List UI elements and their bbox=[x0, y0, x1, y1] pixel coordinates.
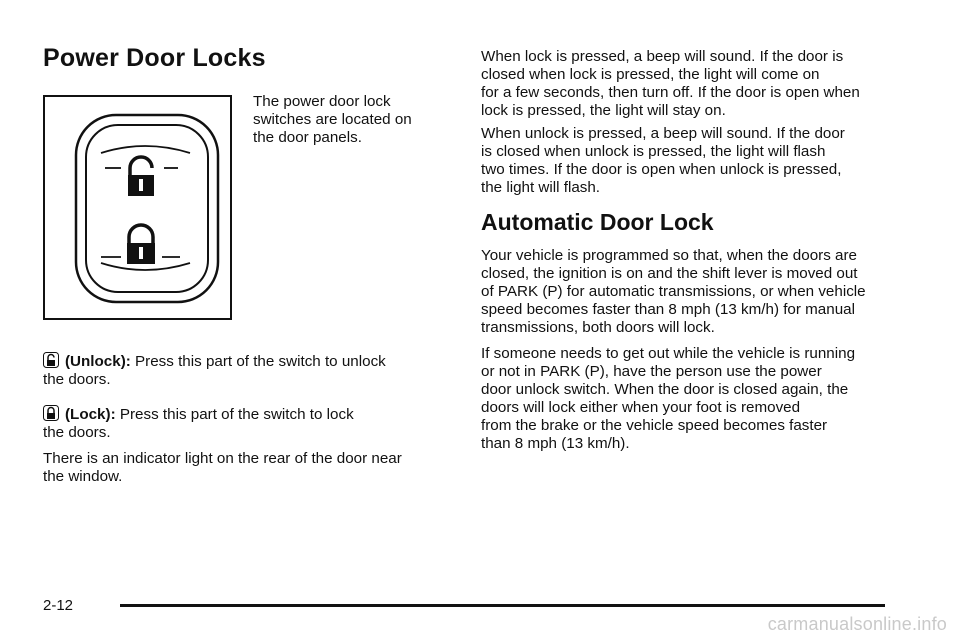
text-line: Your vehicle is programmed so that, when the doors are bbox=[481, 247, 857, 264]
text-line: When unlock is pressed, a beep will sound. If the door bbox=[481, 125, 845, 142]
text-line: for a few seconds, then turn off. If the door is open when bbox=[481, 84, 860, 101]
page-number: 2-12 bbox=[43, 597, 74, 614]
subsection-heading: Automatic Door Lock bbox=[481, 209, 714, 235]
unlock-beep-text bbox=[481, 125, 911, 197]
lock-text-cont: the doors. bbox=[43, 424, 111, 441]
text-line: or not in PARK (P), have the person use the power bbox=[481, 363, 822, 380]
indicator-line: the window. bbox=[43, 468, 123, 485]
lock-label: (Lock): bbox=[65, 406, 116, 423]
text-line: from the brake or the vehicle speed becomes faster bbox=[481, 417, 828, 434]
automatic-lock-text bbox=[481, 247, 911, 337]
text-line: When lock is pressed, a beep will sound. If the door is bbox=[481, 48, 844, 65]
unlock-description bbox=[43, 352, 443, 389]
text-line: the light will flash. bbox=[481, 179, 601, 196]
unlock-text-cont: the doors. bbox=[43, 371, 111, 388]
door-lock-switch-illustration bbox=[43, 95, 232, 320]
text-line: is closed when unlock is pressed, the light will flash bbox=[481, 143, 826, 160]
footer-rule bbox=[120, 604, 885, 607]
text-line: If someone needs to get out while the vehicle is running bbox=[481, 345, 856, 362]
text-line: door unlock switch. When the door is closed again, the bbox=[481, 381, 849, 398]
text-line: closed when lock is pressed, the light will come on bbox=[481, 66, 820, 83]
lock-icon bbox=[43, 405, 59, 421]
indicator-line: There is an indicator light on the rear of the door near bbox=[43, 450, 402, 467]
watermark: carmanualsonline.info bbox=[767, 614, 947, 634]
lock-description bbox=[43, 405, 443, 442]
lock-text: Press this part of the switch to lock bbox=[119, 406, 354, 423]
text-line: speed becomes faster than 8 mph (13 km/h) for manual bbox=[481, 301, 855, 318]
text-line: than 8 mph (13 km/h). bbox=[481, 435, 630, 452]
text-line: lock is pressed, the light will stay on. bbox=[481, 102, 726, 119]
unlock-label: (Unlock): bbox=[65, 353, 131, 370]
text-line: closed, the ignition is on and the shift lever is moved out bbox=[481, 265, 858, 282]
intro-line: The power door lock bbox=[253, 93, 391, 110]
intro-line: switches are located on bbox=[253, 111, 412, 128]
text-line: of PARK (P) for automatic transmissions, or when vehicle bbox=[481, 283, 866, 300]
text-line: transmissions, both doors will lock. bbox=[481, 319, 715, 336]
text-line: two times. If the door is open when unlock is pressed, bbox=[481, 161, 842, 178]
lock-beep-text bbox=[481, 48, 911, 120]
section-heading: Power Door Locks bbox=[43, 44, 266, 72]
text-line: doors will lock either when your foot is removed bbox=[481, 399, 801, 416]
unlock-text: Press this part of the switch to unlock bbox=[135, 353, 386, 370]
intro-text bbox=[253, 93, 443, 147]
exit-vehicle-text bbox=[481, 345, 911, 453]
unlock-icon bbox=[43, 352, 59, 368]
intro-line: the door panels. bbox=[253, 129, 362, 146]
indicator-text bbox=[43, 450, 463, 486]
